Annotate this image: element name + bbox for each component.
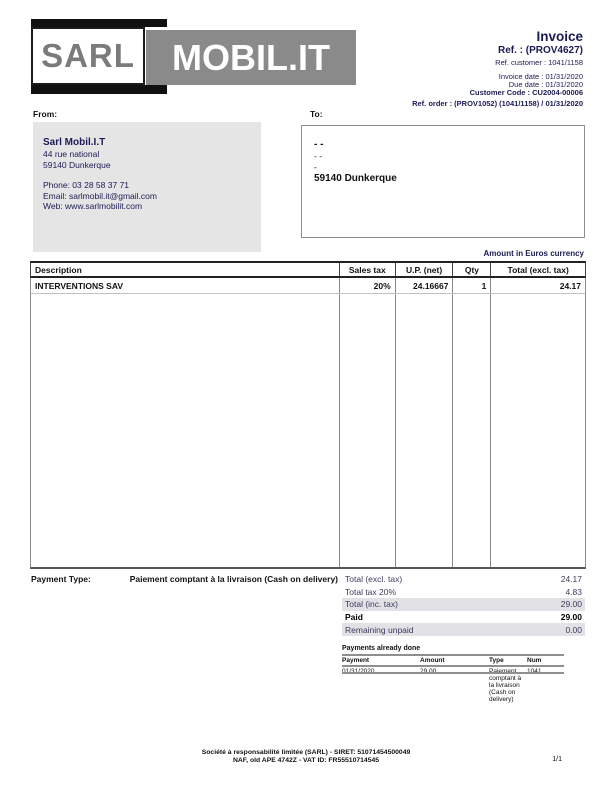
paid-value: 29.00 <box>560 612 582 623</box>
item-row <box>30 278 586 294</box>
items-table-empty-body <box>30 294 586 569</box>
body-col-qty <box>452 294 490 567</box>
body-col-description <box>31 294 339 567</box>
logo-bottom-bar <box>31 85 167 94</box>
from-box <box>33 122 261 252</box>
header-description: Description <box>35 264 82 275</box>
item-total: 24.17 <box>490 278 585 293</box>
logo-sarl-text: SARL <box>41 37 135 74</box>
remaining-unpaid-row <box>342 623 585 636</box>
pd-header-amount: Amount <box>420 657 445 664</box>
items-table-header <box>30 261 586 278</box>
header-total: Total (excl. tax) <box>490 263 585 276</box>
item-sales-tax: 20% <box>339 278 395 293</box>
seller-web: Web: www.sarlmobilit.com <box>43 201 143 211</box>
footer-legal <box>0 749 612 764</box>
item-qty: 1 <box>452 278 490 293</box>
remaining-unpaid-label: Remaining unpaid <box>345 624 414 635</box>
to-box <box>301 125 585 238</box>
pd-header-num: Num <box>527 657 542 664</box>
header-up-net: U.P. (net) <box>395 263 453 276</box>
header-qty: Qty <box>452 263 490 276</box>
invoice-title: Invoice <box>536 29 583 44</box>
total-tax-row <box>342 586 585 599</box>
spacer <box>43 170 251 180</box>
buyer-line-3: - <box>314 162 317 172</box>
currency-note: Amount in Euros currency <box>483 249 584 258</box>
pd-type: Paiement comptant à la livraison (Cash on delivery) <box>489 668 522 703</box>
buyer-line-2: - - <box>314 151 323 161</box>
payment-type-value: Paiement comptant à la livraison (Cash on delivery) <box>129 574 338 584</box>
pd-payment-date: 01/31/2020 <box>342 668 375 675</box>
body-col-sales-tax <box>339 294 395 567</box>
item-up-net: 24.16667 <box>395 278 453 293</box>
payments-done-divider <box>342 672 564 674</box>
seller-address-2: 59140 Dunkerque <box>43 159 111 170</box>
body-col-up-net <box>395 294 453 567</box>
seller-email: Email: sarlmobil.it@gmail.com <box>43 190 157 201</box>
logo-top-bar <box>31 19 167 27</box>
total-tax-label: Total tax 20% <box>345 586 397 597</box>
page-number: 1/1 <box>552 756 562 763</box>
customer-code: Customer Code : CU2004-00006 <box>469 88 583 97</box>
payment-type-label: Payment Type: <box>31 574 91 584</box>
invoice-ref: Ref. : (PROV4627) <box>497 45 583 56</box>
paid-label: Paid <box>345 612 363 623</box>
seller-phone: Phone: 03 28 58 37 71 <box>43 180 130 190</box>
total-excl-tax-label: Total (excl. tax) <box>345 574 403 585</box>
buyer-name: - - <box>314 139 324 150</box>
total-excl-tax-value: 24.17 <box>560 574 582 585</box>
pd-header-type: Type <box>489 657 504 664</box>
payments-done-title: Payments already done <box>342 645 421 652</box>
footer-line-2: NAF, old APE 4742Z - VAT ID: FR55510714545 <box>232 756 380 764</box>
seller-name: Sarl Mobil.I.T <box>43 137 106 148</box>
logo-sarl-box <box>31 27 145 85</box>
total-inc-tax-value: 29.00 <box>560 599 582 610</box>
body-col-total <box>490 294 585 567</box>
buyer-city: 59140 Dunkerque <box>314 173 397 184</box>
payments-done-section <box>342 645 564 703</box>
pd-amount: 29.00 <box>420 668 437 675</box>
items-table <box>30 261 586 569</box>
item-description: INTERVENTIONS SAV <box>35 280 124 291</box>
pd-header-payment: Payment <box>342 657 370 664</box>
logo-mobil-text: MOBIL.IT <box>172 36 330 78</box>
remaining-unpaid-value: 0.00 <box>565 624 582 635</box>
ref-customer: Ref. customer : 1041/1158 <box>495 58 583 67</box>
from-label: From: <box>33 109 58 119</box>
logo-mobil-box <box>146 30 356 85</box>
payment-type-row <box>31 574 338 584</box>
invoice-meta <box>412 30 583 108</box>
totals-table <box>342 573 585 636</box>
total-inc-tax-row <box>342 598 585 611</box>
payments-done-header <box>342 654 564 667</box>
total-tax-value: 4.83 <box>565 586 582 597</box>
total-excl-tax-row <box>342 573 585 586</box>
total-inc-tax-label: Total (inc. tax) <box>345 599 398 610</box>
invoice-date: Invoice date : 01/31/2020 <box>498 72 583 81</box>
pd-num: 1041 <box>527 668 542 675</box>
paid-row <box>342 611 585 624</box>
to-label: To: <box>310 109 323 119</box>
seller-address-1: 44 rue national <box>43 149 100 159</box>
ref-order: Ref. order : (PROV1052) (1041/1158) / 01/31/2020 <box>412 99 583 108</box>
header-sales-tax: Sales tax <box>339 263 395 276</box>
footer-line-1: Société à responsabilité limitée (SARL) - SIRET: 51071454500049 <box>201 749 411 756</box>
due-date: Due date : 01/31/2020 <box>508 80 583 89</box>
